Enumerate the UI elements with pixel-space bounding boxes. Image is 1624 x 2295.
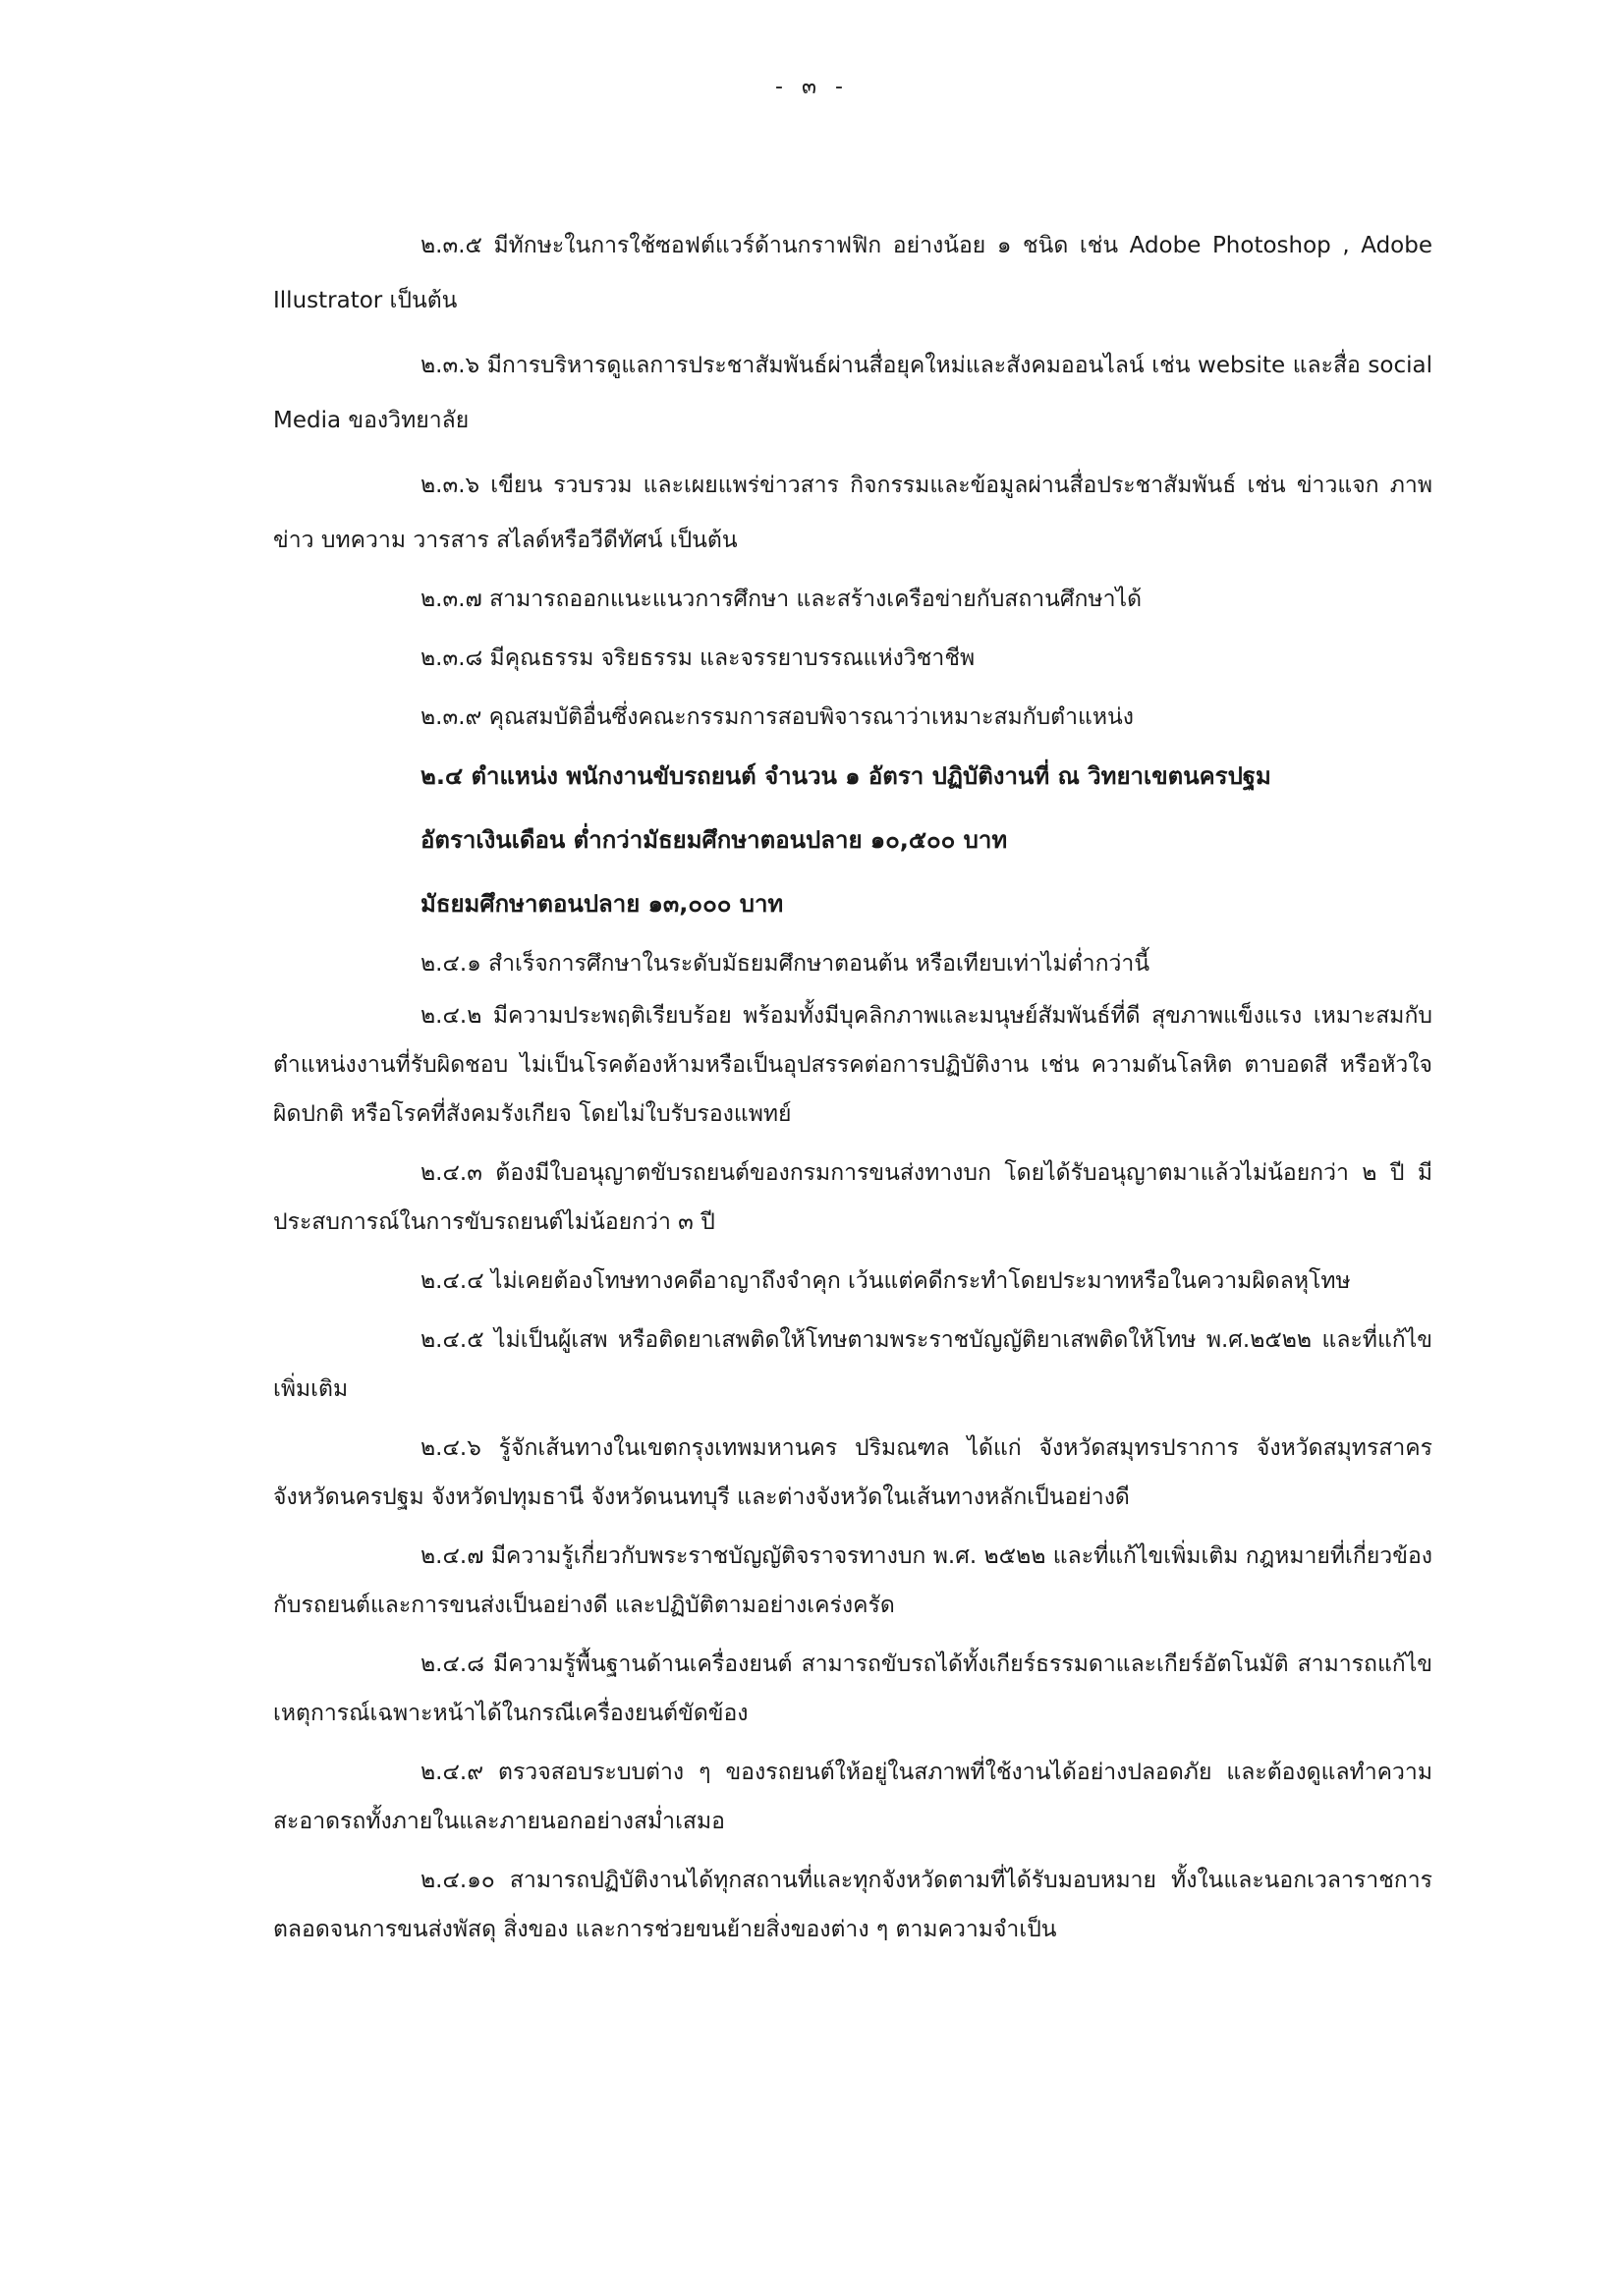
document-body (273, 218, 1432, 1954)
paragraph-2-3-6b: ๒.๓.๖ เขียน รวบรวม และเผยแพร่ข่าวสาร กิจกรรมและข้อมูลผ่านสื่อประชาสัมพันธ์ เช่น ข่าวแจก ภาพข่าว บทความ วารสาร สไลด์หรือวีดีทัศน์ เป็นต้น (273, 473, 1432, 553)
section-heading-position: ๒.๔ ตำแหน่ง พนักงานขับรถยนต์ จำนวน ๑ อัตรา ปฏิบัติงานที่ ณ วิทยาเขตนครปฐม (420, 762, 1271, 790)
section-heading-salary-secondary: มัธยมศึกษาตอนปลาย ๑๓,๐๐๐ บาท (420, 890, 784, 918)
paragraph-2-3-5: ๒.๓.๕ มีทักษะในการใช้ซอฟต์แวร์ด้านกราฟฟิก อย่างน้อย ๑ ชนิด เช่น Adobe Photoshop , Adobe Illustrator เป็นต้น (273, 233, 1432, 313)
section-heading-salary: อัตราเงินเดือน ต่ำกว่ามัธยมศึกษาตอนปลาย ๑๐,๕๐๐ บาท (420, 826, 1008, 854)
item-2-4-2: ๒.๔.๒ มีความประพฤติเรียบร้อย พร้อมทั้งมีบุคลิกภาพและมนุษย์สัมพันธ์ที่ดี สุขภาพแข็งแรง เหมาะสมกับตำแหน่งงานที่รับผิดชอบ ไม่เป็นโรคต้องห้ามหรือเป็นอุปสรรคต่อการปฏิบัติงาน เช่น ความดันโลหิต ตาบอดสี หรือหัวใจผิดปกติ หรือโรคที่สังคมรังเกียจ โดยไม่ใบรับรองแพทย์ (273, 1003, 1432, 1127)
item-2-4-9: ๒.๔.๙ ตรวจสอบระบบต่าง ๆ ของรถยนต์ให้อยู่ในสภาพที่ใช้งานได้อย่างปลอดภัย และต้องดูแลทำความสะอาดรถทั้งภายในและภายนอกอย่างสม่ำเสมอ (273, 1760, 1432, 1834)
paragraph-2-3-6a: ๒.๓.๖ มีการบริหารดูแลการประชาสัมพันธ์ผ่านสื่อยุคใหม่และสังคมออนไลน์ เช่น website และสื่อ social Media ของวิทยาลัย (273, 353, 1432, 433)
page-number: - ๓ - (775, 75, 849, 99)
item-2-4-1: ๒.๔.๑ สำเร็จการศึกษาในระดับมัธยมศึกษาตอนต้น หรือเทียบเท่าไม่ต่ำกว่านี้ (420, 951, 1150, 977)
item-2-4-7: ๒.๔.๗ มีความรู้เกี่ยวกับพระราชบัญญัติจราจรทางบก พ.ศ. ๒๕๒๒ และที่แก้ไขเพิ่มเติม กฎหมายที่เกี่ยวข้องกับรถยนต์และการขนส่งเป็นอย่างดี และปฏิบัติตามอย่างเคร่งครัด (273, 1543, 1432, 1618)
paragraph-2-3-7: ๒.๓.๗ สามารถออกแนะแนวการศึกษา และสร้างเครือข่ายกับสถานศึกษาได้ (420, 587, 1143, 612)
item-2-4-5: ๒.๔.๕ ไม่เป็นผู้เสพ หรือติดยาเสพติดให้โทษตามพระราชบัญญัติยาเสพติดให้โทษ พ.ศ.๒๕๒๒ และที่แก้ไขเพิ่มเติม (273, 1327, 1432, 1402)
item-2-4-3: ๒.๔.๓ ต้องมีใบอนุญาตขับรถยนต์ของกรมการขนส่งทางบก โดยได้รับอนุญาตมาแล้วไม่น้อยกว่า ๒ ปี มีประสบการณ์ในการขับรถยนต์ไม่น้อยกว่า ๓ ปี (273, 1160, 1432, 1235)
item-2-4-6: ๒.๔.๖ รู้จักเส้นทางในเขตกรุงเทพมหานคร ปริมณฑล ได้แก่ จังหวัดสมุทรปราการ จังหวัดสมุทรสาคร จังหวัดนครปฐม จังหวัดปทุมธานี จังหวัดนนทบุรี และต่างจังหวัดในเส้นทางหลักเป็นอย่างดี (273, 1435, 1432, 1510)
paragraph-2-3-8: ๒.๓.๘ มีคุณธรรม จริยธรรม และจรรยาบรรณแห่งวิชาชีพ (420, 645, 976, 671)
item-2-4-8: ๒.๔.๘ มีความรู้พื้นฐานด้านเครื่องยนต์ สามารถขับรถได้ทั้งเกียร์ธรรมดาและเกียร์อัตโนมัติ สามารถแก้ไขเหตุการณ์เฉพาะหน้าได้ในกรณีเครื่องยนต์ขัดข้อง (273, 1651, 1432, 1726)
item-2-4-4: ๒.๔.๔ ไม่เคยต้องโทษทางคดีอาญาถึงจำคุก เว้นแต่คดีกระทำโดยประมาทหรือในความผิดลหุโทษ (420, 1268, 1351, 1294)
paragraph-2-3-9: ๒.๓.๙ คุณสมบัติอื่นซึ่งคณะกรรมการสอบพิจารณาว่าเหมาะสมกับตำแหน่ง (420, 704, 1134, 730)
item-2-4-10: ๒.๔.๑๐ สามารถปฏิบัติงานได้ทุกสถานที่และทุกจังหวัดตามที่ได้รับมอบหมาย ทั้งในและนอกเวลาราชการ ตลอดจนการขนส่งพัสดุ สิ่งของ และการช่วยขนย้ายสิ่งของต่าง ๆ ตามความจำเป็น (273, 1868, 1432, 1942)
